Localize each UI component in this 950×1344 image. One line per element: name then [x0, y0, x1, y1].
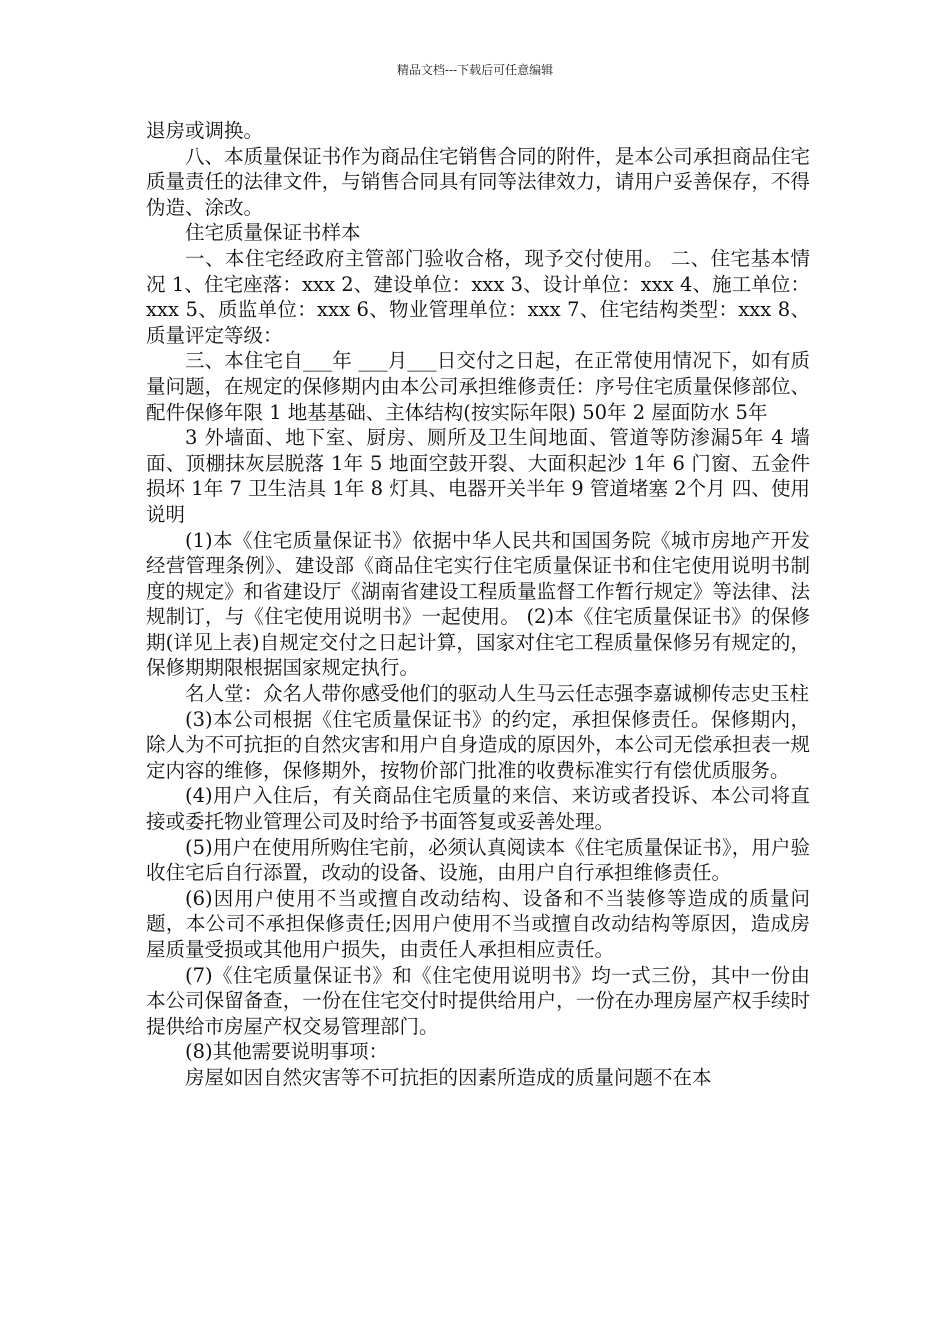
paragraph: 八、本质量保证书作为商品住宅销售合同的附件，是本公司承担商品住宅质量责任的法律文件，与销售合同具有同等法律效力，请用户妥善保存，不得伪造、涂改。 — [146, 144, 810, 219]
paragraph: (4)用户入住后，有关商品住宅质量的来信、来访或者投诉、本公司将直接或委托物业管理公司及时给予书面答复或妥善处理。 — [146, 784, 810, 834]
section-title: 住宅质量保证书样本 — [185, 221, 361, 245]
paragraph: 3 外墙面、地下室、厨房、厕所及卫生间地面、管道等防渗漏5年 4 墙面、顶棚抹灰层脱落 1年 5 地面空鼓开裂、大面积起沙 1年 6 门窗、五金件损坏 1年 7 卫生洁具 1年 8 灯具、电器开关半年 9 管道堵塞 2个月 四、使用说明 — [146, 426, 810, 526]
page-header: 精品文档---下载后可任意编辑 — [396, 63, 554, 77]
paragraph: 三、本住宅自___年 ___月___日交付之日起，在正常使用情况下，如有质量问题，在规定的保修期内由本公司承担维修责任：序号住宅质量保修部位、配件保修年限 1 地基基础、主体结构(按实际年限) 50年 2 屋面防水 5年 — [146, 349, 810, 424]
document-body — [146, 118, 810, 1091]
paragraph: (7)《住宅质量保证书》和《住宅使用说明书》均一式三份，其中一份由本公司保留备查，一份在住宅交付时提供给用户，一份在办理房屋产权手续时提供给市房屋产权交易管理部门。 — [146, 963, 810, 1038]
paragraph: (3)本公司根据《住宅质量保证书》的约定，承担保修责任。保修期内，除人为不可抗拒的自然灾害和用户自身造成的原因外，本公司无偿承担表一规定内容的维修，保修期外，按物价部门批准的收费标准实行有偿优质服务。 — [146, 707, 810, 782]
paragraph: 房屋如因自然灾害等不可抗拒的因素所造成的质量问题不在本 — [185, 1065, 712, 1089]
paragraph: 退房或调换。 — [146, 119, 264, 142]
paragraph: (8)其他需要说明事项： — [185, 1040, 389, 1064]
paragraph: (6)因用户使用不当或擅自改动结构、设备和不当装修等造成的质量问题，本公司不承担保修责任;因用户使用不当或擅自改动结构等原因，造成房屋质量受损或其他用户损失，由责任人承担相应责任。 — [146, 886, 810, 961]
paragraph: 一、本住宅经政府主管部门验收合格，现予交付使用。 二、住宅基本情况 1、住宅座落：xxx 2、建设单位：xxx 3、设计单位：xxx 4、施工单位：xxx 5、质监单位：xxx 6、物业管理单位：xxx 7、住宅结构类型：xxx 8、质量评定等级： — [146, 246, 810, 347]
paragraph: (1)本《住宅质量保证书》依据中华人民共和国国务院《城市房地产开发经营管理条例》、建设部《商品住宅实行住宅质量保证书和住宅使用说明书制度的规定》和省建设厅《湖南省建设工程质量监督工作暂行规定》等法律、法规制订，与《住宅使用说明书》一起使用。 (2)本《住宅质量保证书》的保修期(详见上表)自规定交付之日起计算，国家对住宅工程质量保修另有规定的，保修期期限根据国家规定执行。 — [146, 528, 810, 680]
paragraph: (5)用户在使用所购住宅前，必须认真阅读本《住宅质量保证书》，用户验收住宅后自行添置，改动的设备、设施，由用户自行承担维修责任。 — [146, 835, 810, 885]
paragraph: 名人堂：众名人带你感受他们的驱动人生马云任志强李嘉诚柳传志史玉柱 — [185, 682, 810, 706]
